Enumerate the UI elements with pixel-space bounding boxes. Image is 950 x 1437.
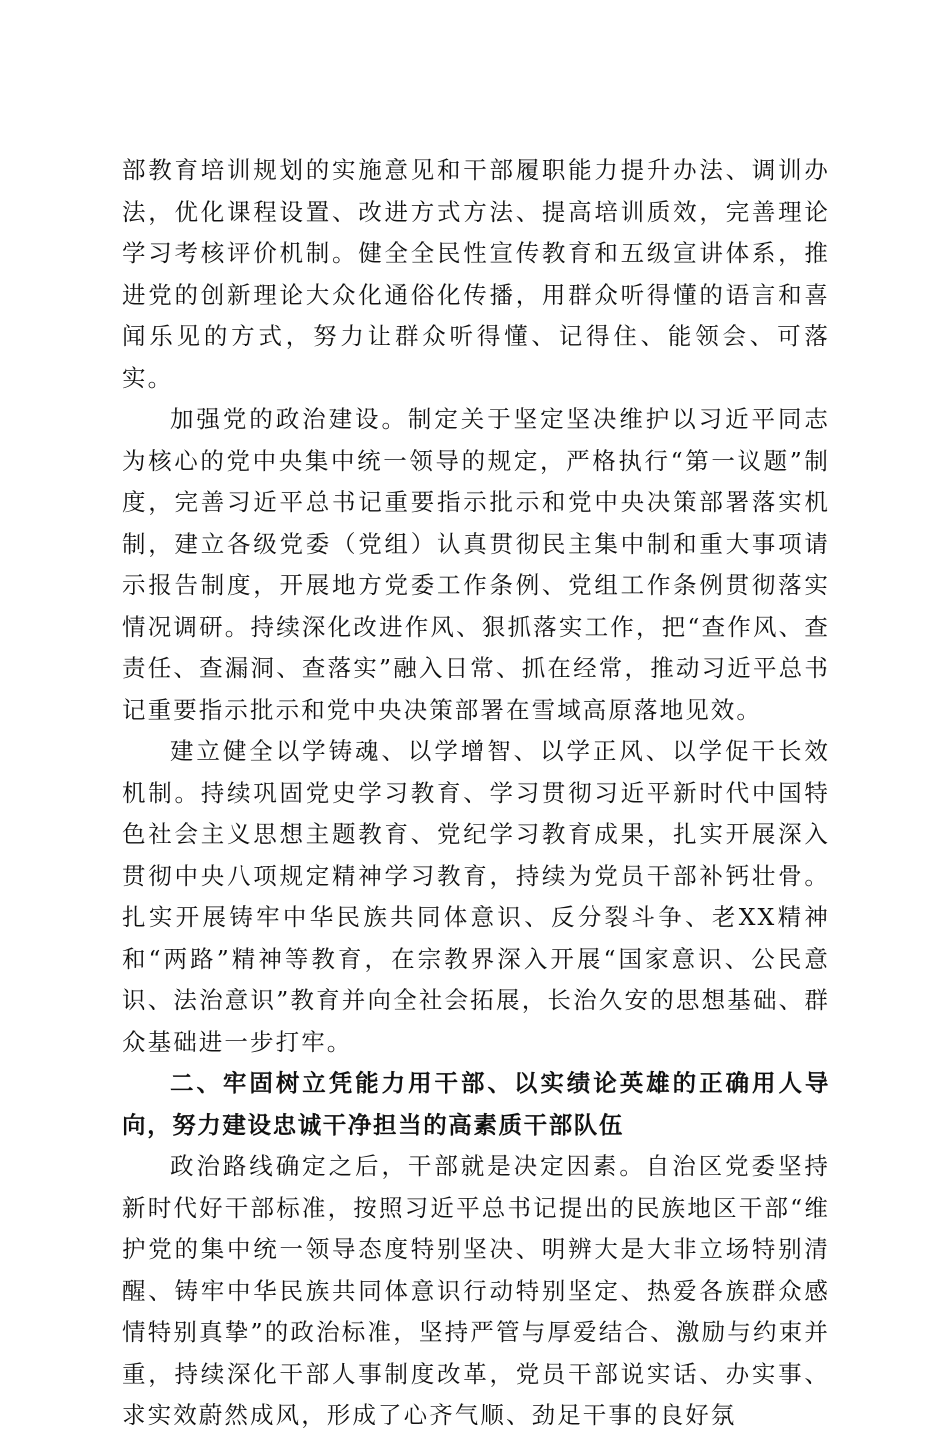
body-paragraph-continued: 部教育培训规划的实施意见和干部履职能力提升办法、调训办法，优化课程设置、改进方式方法、提高培训质效，完善理论学习考核评价机制。健全全民性宣传教育和五级宣讲体系，推进党的创新理论大众化通俗化传播，用群众听得懂的语言和喜闻乐见的方式，努力让群众听得懂、记得住、能领会、可落实。 (122, 156, 830, 392)
body-paragraph-political-building: 加强党的政治建设。制定关于坚定坚决维护以习近平同志为核心的党中央集中统一领导的规定，严格执行“第一议题”制度，完善习近平总书记重要指示批示和党中央决策部署落实机制，建立各级党委（党组）认真贯彻民主集中制和重大事项请示报告制度，开展地方党委工作条例、党组工作条例贯彻落实情况调研。持续深化改进作风、狠抓落实工作，把“查作风、查责任、查漏洞、查落实”融入日常、抓在经常，推动习近平总书记重要指示批示和党中央决策部署在雪域高原落地见效。 (122, 405, 830, 724)
section-heading-two: 二、牢固树立凭能力用干部、以实绩论英雄的正确用人导向，努力建设忠诚干净担当的高素质干部队伍 (122, 1069, 830, 1139)
document-body (122, 150, 830, 1437)
body-paragraph-cadre-team: 政治路线确定之后，干部就是决定因素。自治区党委坚持新时代好干部标准，按照习近平总书记提出的民族地区干部“维护党的集中统一领导态度特别坚决、明辨大是大非立场特别清醒、铸牢中华民族共同体意识行动特别坚定、热爱各族群众感情特别真挚”的政治标准，坚持严管与厚爱结合、激励与约束并重，持续深化干部人事制度改革，党员干部说实话、办实事、求实效蔚然成风，形成了心齐气顺、劲足干事的良好氛 (122, 1152, 830, 1429)
body-paragraph-learning-mechanism: 建立健全以学铸魂、以学增智、以学正风、以学促干长效机制。持续巩固党史学习教育、学习贯彻习近平新时代中国特色社会主义思想主题教育、党纪学习教育成果，扎实开展深入贯彻中央八项规定精神学习教育，持续为党员干部补钙壮骨。扎实开展铸牢中华民族共同体意识、反分裂斗争、老XX精神和“两路”精神等教育，在宗教界深入开展“国家意识、公民意识、法治意识”教育并向全社会拓展，长治久安的思想基础、群众基础进一步打牢。 (122, 737, 830, 1056)
